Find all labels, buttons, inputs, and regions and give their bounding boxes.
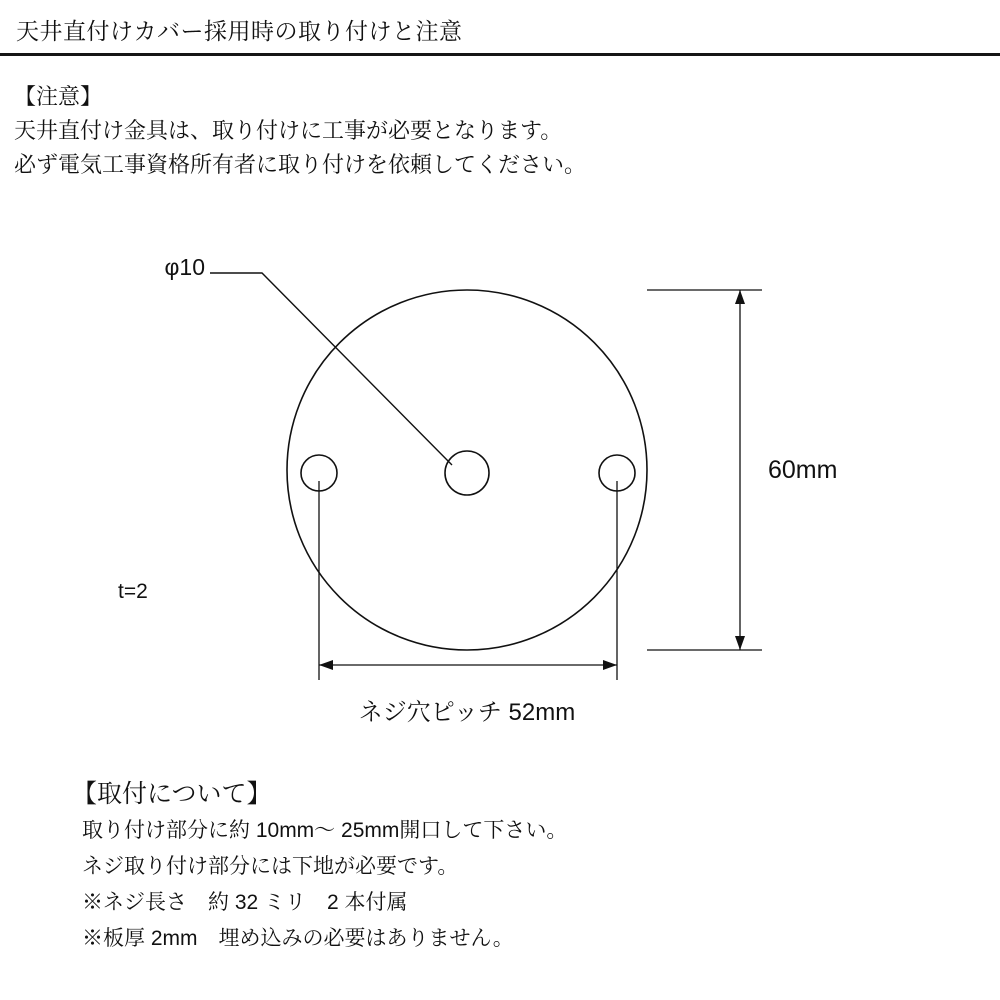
- caution-line-2: 必ず電気工事資格所有者に取り付けを依頼してください。: [14, 152, 587, 177]
- header-bar: [0, 0, 1000, 56]
- install-heading: 【取付について】: [72, 780, 272, 808]
- height-arrow-top: [735, 290, 745, 304]
- pitch-arrow-left: [319, 660, 333, 670]
- screw-pitch-label: ネジ穴ピッチ 52mm: [358, 699, 576, 726]
- height-label: 60mm: [768, 456, 838, 484]
- install-line-2: ※ネジ長さ 約 32 ミリ 2 本付属: [82, 891, 408, 914]
- pitch-arrow-right: [603, 660, 617, 670]
- install-line-0: 取り付け部分に約 10mm〜 25mm開口して下さい。: [82, 819, 568, 842]
- phi10-leader-line: [210, 273, 452, 465]
- thickness-label: t=2: [118, 580, 148, 603]
- install-block: [72, 775, 972, 957]
- page-title: 天井直付けカバー採用時の取り付けと注意: [16, 18, 463, 44]
- phi10-label: φ10: [164, 254, 205, 280]
- technical-drawing: [0, 225, 1000, 745]
- install-line-1: ネジ取り付け部分には下地が必要です。: [82, 855, 459, 878]
- center-hole: [445, 451, 489, 495]
- caution-line-1: 天井直付け金具は、取り付けに工事が必要となります。: [14, 118, 563, 143]
- install-line-3: ※板厚 2mm 埋め込みの必要はありません。: [82, 927, 514, 950]
- height-arrow-bottom: [735, 636, 745, 650]
- caution-line-0: 【注意】: [14, 84, 103, 109]
- caution-block: [14, 80, 914, 182]
- plate-outline: [287, 290, 647, 650]
